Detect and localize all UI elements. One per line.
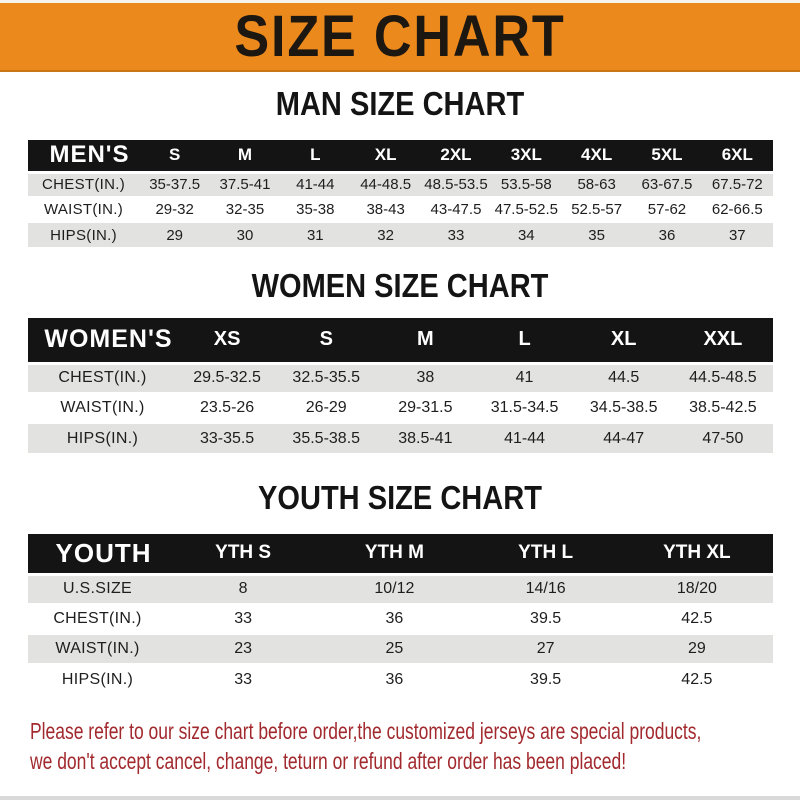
cell-value: 38.5-42.5	[689, 399, 757, 416]
cell-value: 42.5	[681, 610, 713, 627]
cell-value: 31.5-34.5	[490, 399, 559, 416]
cell-value: 32-35	[225, 201, 265, 218]
footer-line-2: we don't accept cancel, change, teturn or refund after order has been placed!	[30, 748, 627, 774]
cell-value: 34.5-38.5	[589, 399, 658, 416]
women-group-label: WOMEN'S	[44, 325, 173, 354]
cell-value: 37	[728, 226, 746, 244]
cell-value: 33-35.5	[199, 429, 255, 447]
table-row-hips	[28, 222, 773, 247]
column-header: YTH M	[364, 542, 424, 564]
row-label: U.S.SIZE	[62, 580, 133, 598]
cell-value: 32	[377, 226, 394, 244]
row-label: HIPS(IN.)	[66, 429, 139, 447]
column-header: L	[518, 328, 531, 351]
row-label: CHEST(IN.)	[53, 610, 142, 627]
section-men	[0, 86, 800, 247]
cell-value: 47.5-52.5	[494, 201, 558, 218]
men-group-label: MEN'S	[49, 141, 130, 169]
cell-value: 47-50	[702, 429, 744, 447]
section-title-women: WOMEN SIZE CHART	[251, 267, 549, 304]
cell-value: 43-47.5	[430, 201, 482, 218]
column-header: S	[319, 328, 333, 351]
cell-value: 44.5	[608, 369, 640, 387]
cell-value: 33	[234, 610, 253, 627]
cell-value: 63-67.5	[641, 176, 693, 194]
cell-value: 38	[416, 369, 435, 387]
cell-value: 33	[447, 226, 465, 244]
column-header: 2XL	[440, 145, 472, 165]
row-label: HIPS(IN.)	[61, 670, 134, 688]
column-header: YTH L	[518, 542, 574, 564]
table-row-waist	[28, 197, 773, 222]
cell-value: 29	[166, 226, 183, 244]
row-label: CHEST(IN.)	[42, 176, 125, 194]
cell-value: 31	[306, 226, 324, 244]
column-header: L	[310, 145, 321, 165]
row-label: HIPS(IN.)	[50, 226, 117, 244]
section-title-youth: YOUTH SIZE CHART	[258, 479, 542, 516]
cell-value: 62-66.5	[711, 201, 763, 218]
cell-value: 52.5-57	[571, 201, 623, 218]
cell-value: 30	[236, 226, 254, 244]
cell-value: 41-44	[504, 429, 545, 447]
table-row-hips	[28, 664, 773, 694]
cell-value: 36	[385, 670, 404, 688]
cell-value: 42.5	[681, 670, 713, 688]
column-header: 5XL	[651, 145, 683, 165]
cell-value: 29-31.5	[398, 399, 453, 416]
cell-value: 53.5-58	[500, 176, 552, 194]
column-header: M	[417, 328, 434, 351]
column-header: XXL	[703, 328, 743, 351]
row-label: WAIST(IN.)	[55, 640, 140, 657]
cell-value: 44-47	[603, 429, 645, 447]
cell-value: 23.5-26	[199, 399, 255, 416]
cell-value: 14/16	[525, 580, 566, 598]
cell-value: 48.5-53.5	[424, 176, 488, 194]
cell-value: 36	[385, 610, 404, 627]
cell-value: 27	[536, 640, 555, 657]
column-header: YTH S	[215, 542, 272, 564]
cell-value: 23	[234, 640, 253, 657]
cell-value: 37.5-41	[219, 176, 271, 194]
cell-value: 38.5-41	[398, 429, 453, 447]
column-header: 6XL	[721, 145, 753, 165]
cell-value: 35.5-38.5	[292, 429, 361, 447]
table-row-ussize	[28, 574, 773, 604]
cell-value: 29.5-32.5	[193, 369, 261, 387]
cell-value: 39.5	[530, 610, 562, 627]
cell-value: 35	[588, 226, 605, 244]
column-header: YTH XL	[663, 542, 731, 564]
table-row-hips	[28, 423, 773, 453]
cell-value: 35-37.5	[149, 176, 201, 194]
cell-value: 58-63	[577, 176, 616, 194]
cell-value: 39.5	[530, 670, 562, 688]
cell-value: 67.5-72	[711, 176, 763, 194]
cell-value: 10/12	[374, 580, 415, 598]
cell-value: 44.5-48.5	[689, 369, 757, 387]
women-size-table	[28, 318, 773, 453]
bottom-edge-strip	[0, 796, 800, 800]
column-header: S	[168, 145, 181, 165]
row-label: WAIST(IN.)	[43, 201, 124, 218]
cell-value: 26-29	[305, 399, 347, 416]
footer-line-1: Please refer to our size chart before order,the customized jerseys are special products,	[30, 718, 702, 744]
men-header-row	[28, 140, 773, 172]
column-header: XL	[374, 145, 397, 165]
column-header: 4XL	[581, 145, 613, 165]
cell-value: 38-43	[366, 201, 405, 218]
cell-value: 18/20	[676, 580, 717, 598]
youth-header-row	[28, 534, 773, 574]
cell-value: 41	[515, 369, 534, 387]
cell-value: 44-48.5	[360, 176, 412, 194]
youth-group-label: YOUTH	[55, 537, 152, 568]
cell-value: 33	[234, 670, 253, 688]
section-youth	[0, 480, 800, 694]
cell-value: 34	[517, 226, 535, 244]
column-header: 3XL	[510, 145, 542, 165]
cell-value: 57-62	[647, 201, 687, 218]
table-row-chest	[28, 604, 773, 634]
cell-value: 29-32	[155, 201, 194, 218]
cell-value: 41-44	[296, 176, 335, 194]
row-label: WAIST(IN.)	[60, 399, 145, 416]
banner-title: SIZE CHART	[234, 3, 566, 69]
cell-value: 8	[238, 580, 248, 598]
men-size-table	[28, 140, 773, 247]
section-title-men: MAN SIZE CHART	[275, 85, 525, 122]
footer-note	[30, 716, 800, 776]
column-header: M	[237, 145, 253, 165]
row-label: CHEST(IN.)	[58, 369, 147, 387]
banner	[0, 0, 800, 72]
column-header: XL	[610, 328, 637, 351]
cell-value: 25	[385, 640, 404, 657]
table-row-waist	[28, 393, 773, 423]
section-women	[0, 268, 800, 453]
table-row-chest	[28, 363, 773, 393]
table-row-chest	[28, 172, 773, 197]
cell-value: 29	[687, 640, 706, 657]
women-header-row	[28, 318, 773, 363]
cell-value: 36	[658, 226, 676, 244]
column-header: XS	[213, 328, 241, 351]
youth-size-table	[28, 534, 773, 694]
table-row-waist	[28, 634, 773, 664]
cell-value: 32.5-35.5	[292, 369, 361, 387]
cell-value: 35-38	[296, 201, 335, 218]
